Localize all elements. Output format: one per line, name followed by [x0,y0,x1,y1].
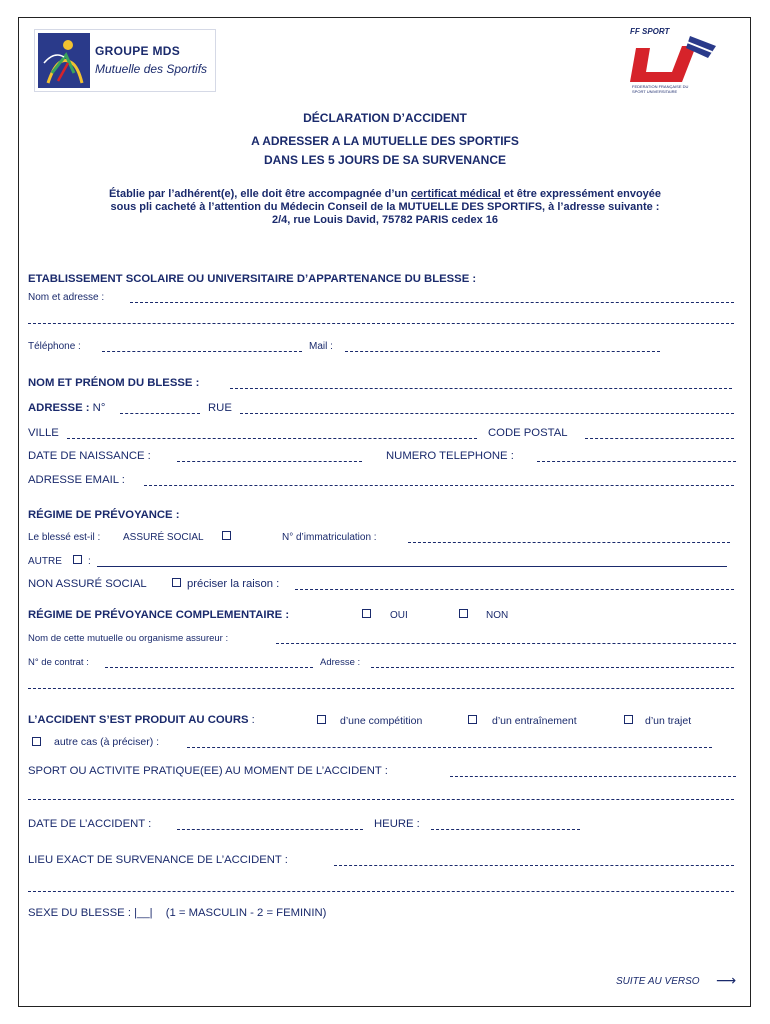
ville-field[interactable] [67,438,477,439]
numero-label: N° [92,402,106,414]
heure-field[interactable] [431,829,580,830]
contrat-field[interactable] [105,667,313,668]
sport-label: SPORT OU ACTIVITE PRATIQUE(EE) AU MOMENT DE L’ACCIDENT : [28,765,388,777]
assure-social-label: ASSURÉ SOCIAL [123,532,204,543]
adresse-email-label: ADRESSE EMAIL : [28,474,125,486]
sexe-legend: (1 = MASCULIN - 2 = FEMININ) [165,907,327,919]
date-naissance-field[interactable] [177,461,362,462]
non-label: NON [486,610,509,621]
nom-adresse-field[interactable] [130,302,734,303]
date-accident-field[interactable] [177,829,363,830]
ville-label: VILLE [28,427,59,439]
accident-heading-colon: : [251,714,255,726]
autre-cas-label: autre cas (à préciser) : [54,736,160,748]
telephone-label: Téléphone : [28,341,81,352]
suite-au-verso: SUITE AU VERSO [616,976,700,987]
form-title-line3: DANS LES 5 JOURS DE SA SURVENANCE [263,153,507,167]
etablissement-heading: ETABLISSEMENT SCOLAIRE OU UNIVERSITAIRE D’APPARTENANCE DU BLESSE : [28,273,477,285]
autre-cas-field[interactable] [187,747,712,748]
sexe-label: SEXE DU BLESSE : [28,907,131,919]
ff-sport-subtitle: FEDERATION FRANÇAISE DU SPORT UNIVERSITAIRE [632,84,689,94]
contrat-adresse-field[interactable] [371,667,734,668]
autre-checkbox[interactable] [73,555,82,564]
immatriculation-label: N° d’immatriculation : [282,532,377,543]
nom-prenom-label: NOM ET PRÉNOM DU BLESSE : [28,377,200,389]
sexe-input[interactable]: |__| [134,907,153,919]
immatriculation-field[interactable] [408,542,730,543]
non-assure-label: NON ASSURÉ SOCIAL [28,578,147,590]
complementaire-heading: RÉGIME DE PRÉVOYANCE COMPLEMENTAIRE : [28,609,290,621]
mds-logo-subtitle: Mutuelle des Sportifs [95,62,208,76]
intro-text-a: Établie par l’adhérent(e), elle doit être accompagnée d’un [108,188,411,200]
assure-social-checkbox[interactable] [222,531,231,540]
telephone-field[interactable] [102,351,302,352]
nom-mutuelle-field[interactable] [276,643,736,644]
oui-checkbox[interactable] [362,609,371,618]
contrat-adresse-field-2[interactable] [28,688,734,689]
autre-label: AUTRE [28,556,62,567]
contrat-adresse-label: Adresse : [320,657,361,668]
intro-address: 2/4, rue Louis David, 75782 PARIS cedex 16 [271,214,498,226]
mds-emblem-icon [38,33,90,88]
code-postal-label: CODE POSTAL [488,427,568,439]
trajet-checkbox[interactable] [624,715,633,724]
sport-field[interactable] [450,776,736,777]
oui-label: OUI [390,610,408,621]
nom-adresse-label: Nom et adresse : [28,292,105,303]
form-title-line1: DÉCLARATION D’ACCIDENT [303,111,467,125]
form-title-line2: A ADRESSER A LA MUTUELLE DES SPORTIFS [251,134,519,148]
mail-label: Mail : [309,341,333,352]
heure-label: HEURE : [374,818,420,830]
accident-heading: L’ACCIDENT S’EST PRODUIT AU COURS [28,714,249,726]
autre-field[interactable] [97,566,727,567]
numero-telephone-field[interactable] [537,461,736,462]
intro-text-b: et être expressément envoyée [500,188,662,200]
adresse-label: ADRESSE : [28,402,90,414]
entrainement-label: d’un entraînement [492,715,577,727]
intro-line2: sous pli cacheté à l’attention du Médecin Conseil de la MUTUELLE DES SPORTIFS, à l’adresse suivante : [110,201,660,213]
lieu-field-2[interactable] [28,891,734,892]
ff-sport-logo [620,26,724,100]
lieu-field[interactable] [334,865,734,866]
lieu-label: LIEU EXACT DE SURVENANCE DE L’ACCIDENT : [28,854,288,866]
contrat-label: N° de contrat : [28,657,89,668]
groupe-mds-logo [34,29,216,92]
adresse-email-field[interactable] [144,485,734,486]
sexe-line [28,907,326,919]
preciser-raison-field[interactable] [295,589,734,590]
competition-label: d’une compétition [340,715,423,727]
rue-label: RUE [208,402,232,414]
intro-line1 [40,188,730,201]
autre-colon: : [88,556,91,567]
code-postal-field[interactable] [585,438,734,439]
sport-field-2[interactable] [28,799,734,800]
accident-heading-line [28,714,255,726]
certificat-medical-link: certificat médical [410,188,501,200]
competition-checkbox[interactable] [317,715,326,724]
non-assure-checkbox[interactable] [172,578,181,587]
mail-field[interactable] [345,351,660,352]
regime-heading: RÉGIME DE PRÉVOYANCE : [28,509,180,521]
nom-prenom-field[interactable] [230,388,732,389]
trajet-label: d’un trajet [645,715,692,727]
le-blesse-label: Le blessé est-il : [28,532,101,543]
preciser-raison-label: préciser la raison : [187,578,280,590]
autre-cas-checkbox[interactable] [32,737,41,746]
numero-telephone-label: NUMERO TELEPHONE : [386,450,514,462]
arrow-right-icon: ⟶ [716,972,737,988]
date-naissance-label: DATE DE NAISSANCE : [28,450,151,462]
date-accident-label: DATE DE L’ACCIDENT : [28,818,152,830]
non-checkbox[interactable] [459,609,468,618]
adresse-line [28,402,105,414]
rue-field[interactable] [240,413,734,414]
numero-field[interactable] [120,413,200,414]
mds-logo-title: GROUPE MDS [95,44,181,58]
nom-adresse-field-2[interactable] [28,323,734,324]
entrainement-checkbox[interactable] [468,715,477,724]
ff-sport-label: FF SPORT [630,27,670,36]
nom-mutuelle-label: Nom de cette mutuelle ou organisme assureur : [28,633,229,644]
